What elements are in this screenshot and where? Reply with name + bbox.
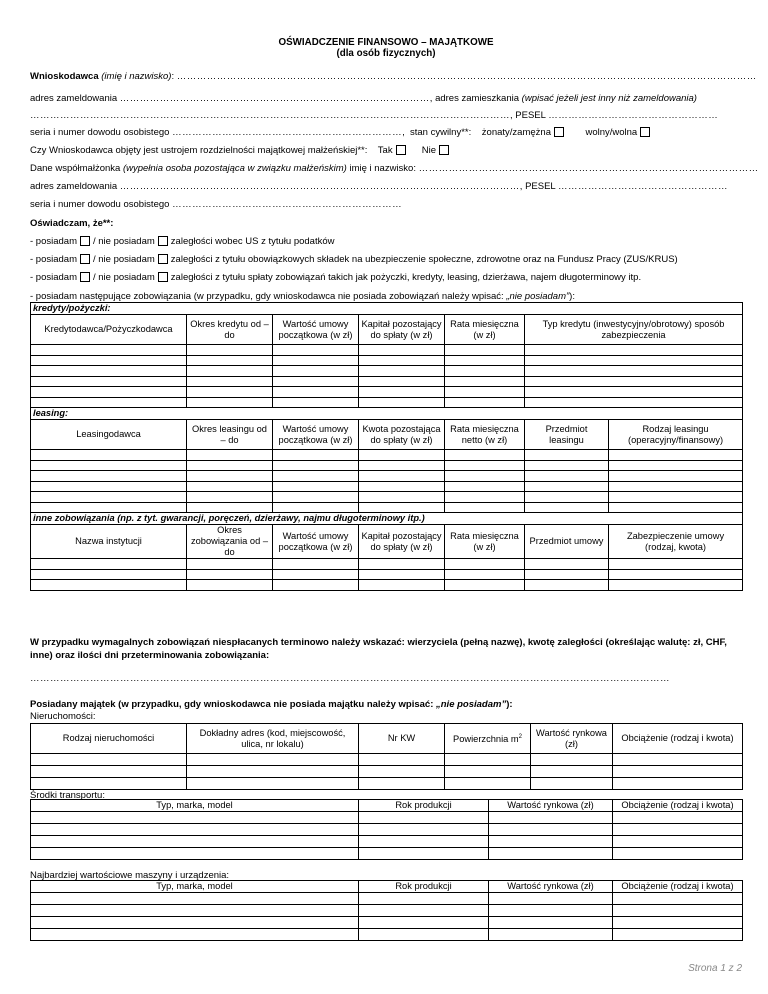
other-col-rate: Rata miesięczna (w zł)	[445, 525, 525, 559]
leasing-col-type: Rodzaj leasingu (operacyjny/finansowy)	[609, 420, 743, 450]
re-col-value: Wartość rynkowa (zł)	[531, 724, 613, 754]
have-checkbox-3[interactable]	[80, 272, 90, 282]
spouse-id-line[interactable]: seria i numer dowodu osobistego ……………………………………………………………	[30, 199, 403, 210]
declare-item-text-1: zaległości wobec US z tytułu podatków	[170, 236, 335, 247]
yes-label: Tak	[377, 145, 393, 156]
have-label: - posiadam	[30, 236, 77, 247]
declare-item-text-2: zaległości z tytułu obowiązkowych składek na ubezpieczenie społeczne, zdrowotne oraz na Fundusz Pracy (ZUS/KRUS)	[170, 254, 678, 265]
single-label: wolny/wolna	[585, 127, 638, 138]
mc-col-model: Typ, marka, model	[31, 881, 359, 893]
not-have-checkbox-2[interactable]	[158, 254, 168, 264]
no-label: Nie	[421, 145, 437, 156]
assets-heading	[30, 699, 513, 710]
pesel-label: PESEL	[515, 110, 546, 121]
table-row[interactable]	[31, 766, 743, 778]
table-row[interactable]	[31, 366, 743, 377]
spouse-id-label: seria i numer dowodu osobistego	[30, 199, 170, 210]
married-checkbox[interactable]	[554, 127, 564, 137]
have-label: - posiadam	[30, 272, 77, 283]
married-label: żonaty/zamężna	[481, 127, 551, 138]
table-row[interactable]	[31, 917, 743, 929]
leasing-col-subject: Przedmiot leasingu	[525, 420, 609, 450]
mc-col-year: Rok produkcji	[359, 881, 489, 893]
no-checkbox[interactable]	[439, 145, 449, 155]
table-row[interactable]	[31, 559, 743, 570]
leasing-col-remaining: Kwota pozostająca do spłaty (w zł)	[359, 420, 445, 450]
not-have-checkbox-1[interactable]	[158, 236, 168, 246]
real-estate-label: Nieruchomości:	[30, 711, 96, 722]
obligations-quote: „nie posiadam”	[506, 291, 570, 302]
address-reg-label: adres zameldowania	[30, 93, 118, 104]
not-have-label: / nie posiadam	[93, 254, 155, 265]
other-col-institution: Nazwa instytucji	[31, 525, 187, 559]
leasing-col-rate: Rata miesięczna netto (w zł)	[445, 420, 525, 450]
table-row[interactable]	[31, 569, 743, 580]
single-checkbox[interactable]	[640, 127, 650, 137]
re-col-kw: Nr KW	[359, 724, 445, 754]
table-row[interactable]	[31, 812, 743, 824]
form-subtitle: (dla osób fizycznych)	[336, 48, 436, 59]
re-col-area-text: Powierzchnia m	[453, 734, 519, 745]
declare-heading: Oświadczam, że**:	[30, 218, 114, 229]
declare-item-3	[30, 272, 641, 283]
id-label: seria i numer dowodu osobistego	[30, 127, 170, 138]
mc-col-burden: Obciążenie (rodzaj i kwota)	[613, 881, 743, 893]
separation-question: Czy Wnioskodawca objęty jest ustrojem rozdzielności majątkowej małżeńskiej**:	[30, 145, 368, 156]
tr-col-year: Rok produkcji	[359, 800, 489, 812]
overdue-input-line[interactable]: …………………………………………………………………………………………………………………………………………………………………………	[30, 673, 670, 684]
have-checkbox-2[interactable]	[80, 254, 90, 264]
machines-table	[30, 880, 743, 941]
applicant-name-hint: (imię i nazwisko)	[101, 71, 172, 82]
table-row[interactable]	[31, 471, 743, 482]
machines-label: Najbardziej wartościowe maszyny i urządzenia:	[30, 870, 230, 881]
table-row[interactable]	[31, 397, 743, 408]
other-col-security: Zabezpieczenie umowy (rodzaj, kwota)	[609, 525, 743, 559]
spouse-suffix: imię i nazwisko:	[349, 163, 416, 174]
tr-col-model: Typ, marka, model	[31, 800, 359, 812]
yes-checkbox[interactable]	[396, 145, 406, 155]
not-have-label: / nie posiadam	[93, 272, 155, 283]
address-line[interactable]: adres zameldowania …………………………………………………………………………………, adres zamieszkania (wpisać jeżeli jest inny niż zameldowania)	[30, 93, 697, 104]
tr-col-value: Wartość rynkowa (zł)	[489, 800, 613, 812]
not-have-checkbox-3[interactable]	[158, 272, 168, 282]
table-row[interactable]	[31, 460, 743, 471]
table-row[interactable]	[31, 492, 743, 503]
other-col-subject: Przedmiot umowy	[525, 525, 609, 559]
overdue-text-1: W przypadku wymagalnych zobowiązań niespłacanych terminowo należy wskazać: wierzyciela (pełną nazwę), kwotę zaległości (określając walutę: zł, CHF,	[30, 637, 727, 648]
table-row[interactable]	[31, 836, 743, 848]
table-row[interactable]	[31, 893, 743, 905]
address-live-label: adres zamieszkania	[435, 93, 520, 104]
assets-heading-text: Posiadany majątek (w przypadku, gdy wnioskodawca nie posiada majątku należy wpisać:	[30, 699, 436, 710]
form-title: OŚWIADCZENIE FINANSOWO – MAJĄTKOWE	[278, 37, 494, 48]
leasing-col-period: Okres leasingu od – do	[187, 420, 273, 450]
table-row[interactable]	[31, 345, 743, 356]
table-row[interactable]	[31, 824, 743, 836]
credits-section-label: kredyty/pożyczki:	[31, 303, 743, 315]
table-row[interactable]	[31, 905, 743, 917]
overdue-text-2: inne) oraz ilości dni przeterminowania zobowiązania:	[30, 650, 270, 661]
leasing-section-label: leasing:	[31, 408, 743, 420]
table-row[interactable]	[31, 848, 743, 860]
spouse-address-label: adres zameldowania	[30, 181, 118, 192]
marital-label: stan cywilny**:	[409, 127, 472, 138]
transport-table	[30, 799, 743, 860]
table-row[interactable]	[31, 387, 743, 398]
address-live-hint: (wpisać jeżeli jest inny niż zameldowania)	[521, 93, 697, 104]
spouse-hint: (wypełnia osoba pozostająca w związku małżeńskim)	[122, 163, 347, 174]
re-col-area: Powierzchnia $m^2$	[445, 724, 531, 754]
pesel-line[interactable]: ………………………………………………………………………………………………………………………………, PESEL ……………………………………………	[30, 110, 719, 121]
re-col-burden: Obciążenie (rodzaj i kwota)	[613, 724, 743, 754]
applicant-name-label: Wnioskodawca	[30, 71, 99, 82]
credits-col-period: Okres kredytu od – do	[187, 315, 273, 345]
obligations-intro-text: - posiadam następujące zobowiązania (w przypadku, gdy wnioskodawca nie posiada zobowiązań należy wpisać:	[30, 291, 507, 302]
table-row[interactable]	[31, 481, 743, 492]
have-checkbox-1[interactable]	[80, 236, 90, 246]
declare-item-1	[30, 236, 335, 247]
table-row[interactable]	[31, 929, 743, 941]
transport-label: Środki transportu:	[30, 790, 105, 801]
mc-col-value: Wartość rynkowa (zł)	[489, 881, 613, 893]
table-row[interactable]	[31, 778, 743, 790]
table-row[interactable]	[31, 754, 743, 766]
page-number: Strona 1 z 2	[688, 963, 742, 974]
spouse-line[interactable]: Dane współmałżonka (wypełnia osoba pozostająca w związku małżeńskim) imię i nazwisko: …………………………………………………………………………………………	[30, 163, 759, 174]
leasing-col-lessor: Leasingodawca	[31, 420, 187, 450]
leasing-col-value: Wartość umowy początkowa (w zł)	[273, 420, 359, 450]
obligations-intro	[30, 291, 575, 302]
other-col-value: Wartość umowy początkowa (w zł)	[273, 525, 359, 559]
credits-col-value: Wartość umowy początkowa (w zł)	[273, 315, 359, 345]
real-estate-table	[30, 723, 743, 790]
spouse-pesel-label: PESEL	[525, 181, 556, 192]
spouse-prefix: Dane współmałżonka	[30, 163, 121, 174]
applicant-name-line[interactable]: Wnioskodawca (imię i nazwisko): …………………………………………………………………………………………………………………………………………………………	[30, 71, 757, 82]
re-col-address: Dokładny adres (kod, miejscowość, ulica, nr lokalu)	[187, 724, 359, 754]
other-section-label: inne zobowiązania (np. z tyt. gwarancji, poręczeń, dzierżawy, najmu długoterminowy itp.)	[31, 513, 743, 525]
id-marital-line[interactable]: seria i numer dowodu osobistego ……………………………………………………………, stan cywilny**: żonaty/zamężna wolny/wolna	[30, 127, 653, 138]
not-have-label: / nie posiadam	[93, 236, 155, 247]
re-col-type: Rodzaj nieruchomości	[31, 724, 187, 754]
credits-col-lender: Kredytodawca/Pożyczkodawca	[31, 315, 187, 345]
table-row[interactable]	[31, 376, 743, 387]
other-col-period: Okres zobowiązania od – do	[187, 525, 273, 559]
obligations-table	[30, 302, 743, 591]
spouse-address-line[interactable]: adres zameldowania …………………………………………………………………………………………………………, PESEL ……………………………………………	[30, 181, 728, 192]
declare-item-2	[30, 254, 678, 265]
assets-heading-end: ):	[506, 699, 513, 710]
table-row[interactable]	[31, 450, 743, 461]
credits-col-remaining: Kapitał pozostający do spłaty (w zł)	[359, 315, 445, 345]
other-col-remaining: Kapitał pozostający do spłaty (w zł)	[359, 525, 445, 559]
declare-item-text-3: zaległości z tytułu spłaty zobowiązań takich jak pożyczki, kredyty, leasing, dzierżawa, najem długoterminowy itp.	[170, 272, 642, 283]
table-row[interactable]	[31, 355, 743, 366]
have-label: - posiadam	[30, 254, 77, 265]
tr-col-burden: Obciążenie (rodzaj i kwota)	[613, 800, 743, 812]
table-row[interactable]	[31, 580, 743, 591]
credits-col-type: Typ kredytu (inwestycyjny/obrotowy) sposób zabezpieczenia	[525, 315, 743, 345]
credits-col-rate: Rata miesięczna (w zł)	[445, 315, 525, 345]
assets-heading-quote: „nie posiadam”	[436, 699, 507, 710]
separation-line	[30, 145, 452, 156]
table-row[interactable]	[31, 502, 743, 513]
obligations-end: ):	[569, 291, 575, 302]
